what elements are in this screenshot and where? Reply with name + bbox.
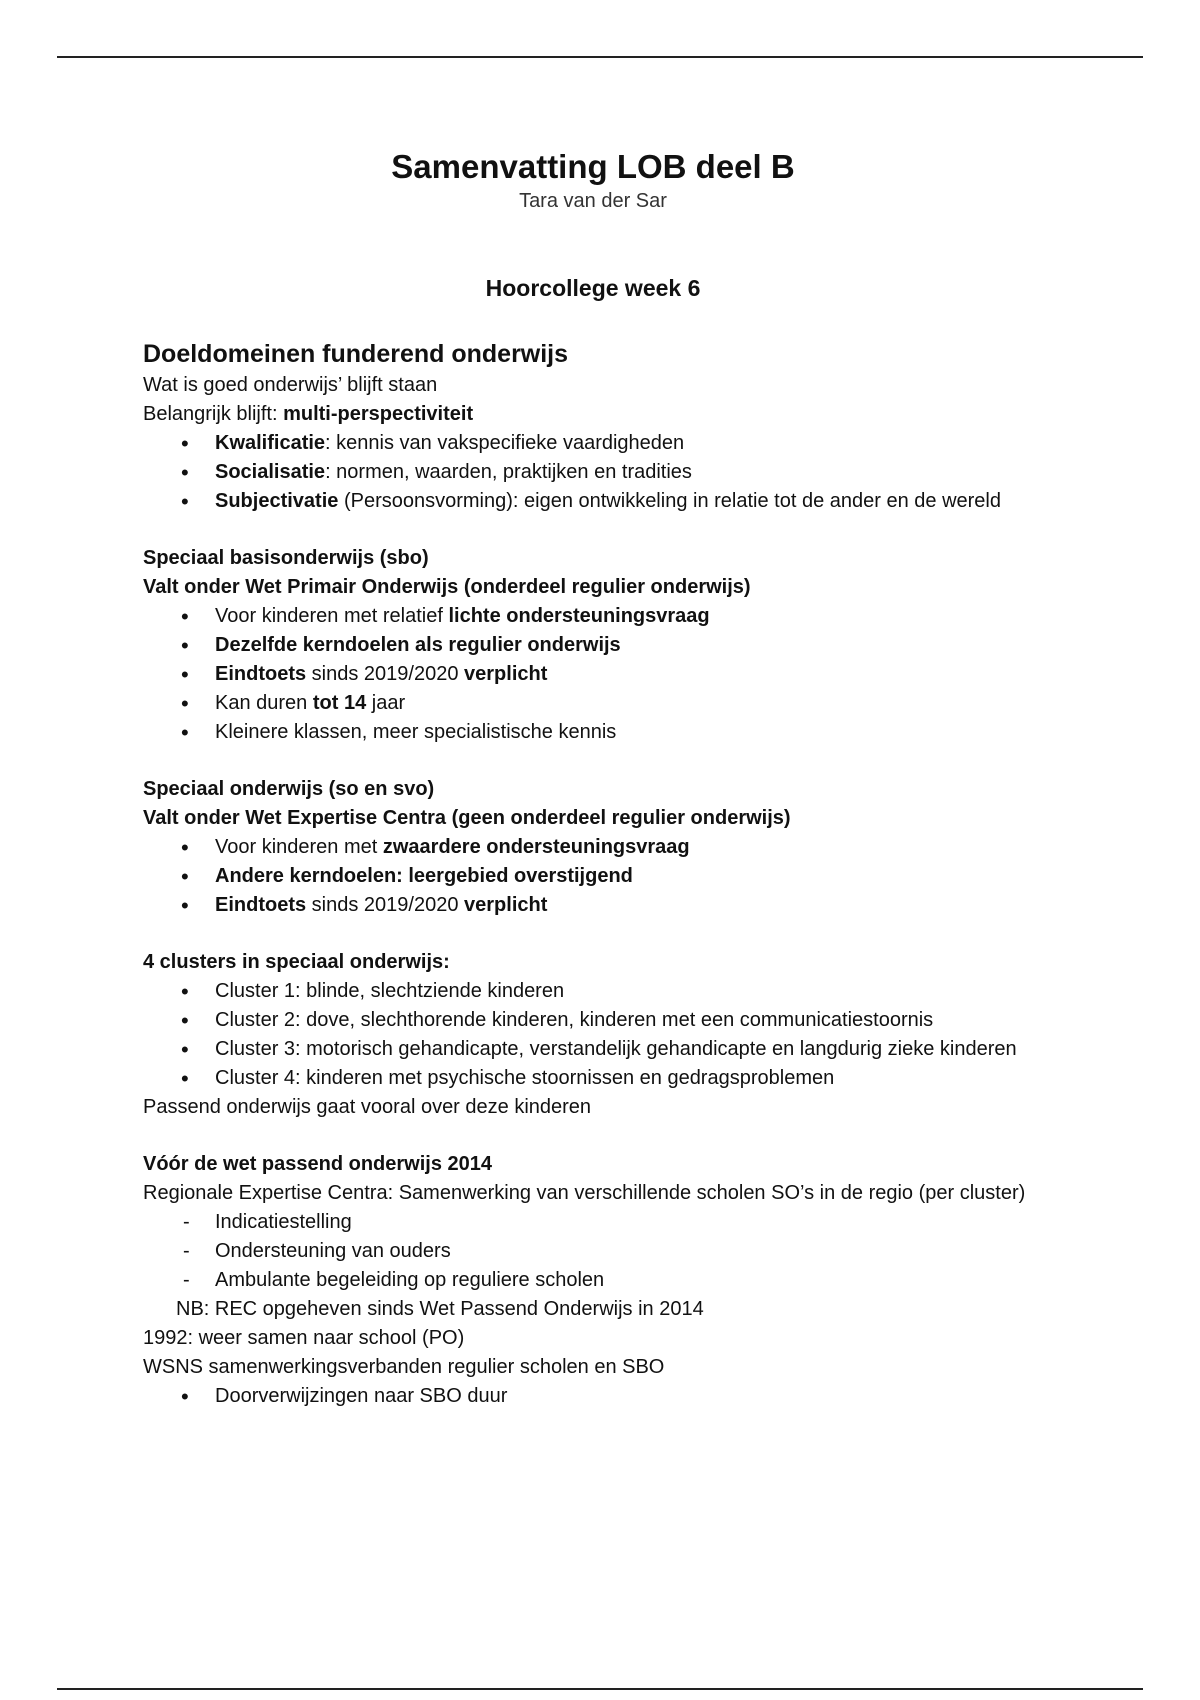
doeldomeinen-list — [143, 429, 1043, 516]
text-span: (Persoonsvorming): eigen ontwikkeling in relatie tot de ander en de wereld — [338, 490, 1001, 512]
spacer — [143, 920, 1043, 948]
paragraph-line: WSNS samenwerkingsverbanden regulier scholen en SBO — [143, 1356, 665, 1378]
nb-note: NB: REC opgeheven sinds Wet Passend Onderwijs in 2014 — [176, 1298, 704, 1320]
list-item — [143, 891, 1043, 920]
bold-text: Kwalificatie — [215, 432, 326, 454]
sbo-list — [143, 602, 1043, 747]
text-span: : normen, waarden, praktijken en tradities — [325, 461, 692, 483]
list-item — [143, 689, 1043, 718]
document-body — [143, 140, 1043, 1411]
paragraph-line: Passend onderwijs gaat vooral over deze kinderen — [143, 1096, 592, 1118]
wsns-list — [143, 1382, 1043, 1411]
subheading-sbo-law: Valt onder Wet Primair Onderwijs (onderdeel regulier onderwijs) — [143, 576, 751, 598]
list-item: • Cluster 2: dove, slechthorende kinderen, kinderen met een communicatiestoornis — [143, 1006, 1043, 1035]
bold-text: zwaardere ondersteuningsvraag — [382, 836, 690, 858]
text-span: : kennis van vakspecifieke vaardigheden — [325, 432, 685, 454]
paragraph-line: Regionale Expertise Centra: Samenwerking van verschillende scholen SO’s in de regio (per cluster) — [143, 1182, 1026, 1204]
list-item: • Cluster 3: motorisch gehandicapte, verstandelijk gehandicapte en langdurig zieke kinderen — [143, 1035, 1043, 1064]
list-item — [143, 631, 1043, 660]
list-item — [143, 833, 1043, 862]
bold-text: Eindtoets — [215, 663, 307, 685]
list-item: • Cluster 4: kinderen met psychische stoornissen en gedragsproblemen — [143, 1064, 1043, 1093]
text-span: jaar — [366, 692, 406, 714]
text-span: Voor kinderen met — [215, 836, 383, 858]
list-item — [143, 718, 1043, 747]
text-span: Belangrijk blijft: — [143, 403, 284, 425]
bold-text: tot 14 — [312, 692, 367, 714]
bold-text: lichte ondersteuningsvraag — [448, 605, 710, 627]
subheading-voor-wet: Vóór de wet passend onderwijs 2014 — [143, 1153, 493, 1175]
spacer — [143, 516, 1043, 544]
text-span: sinds 2019/2020 — [306, 663, 465, 685]
list-item: • Cluster 1: blinde, slechtziende kinderen — [143, 977, 1043, 1006]
text-span: Voor kinderen met relatief — [215, 605, 449, 627]
list-item — [143, 862, 1043, 891]
document-author: Tara van der Sar — [519, 190, 667, 212]
list-item: • Doorverwijzingen naar SBO duur — [143, 1382, 1043, 1411]
bold-text: verplicht — [464, 663, 548, 685]
bold-text: Eindtoets — [215, 894, 307, 916]
text-span: sinds 2019/2020 — [306, 894, 465, 916]
bold-text: Subjectivatie — [215, 490, 339, 512]
subheading-so-law: Valt onder Wet Expertise Centra (geen onderdeel regulier onderwijs) — [143, 807, 791, 829]
footer-rule — [57, 1688, 1143, 1690]
list-item — [143, 487, 1043, 516]
bold-text: Dezelfde kerndoelen als regulier onderwijs — [215, 634, 621, 656]
section-heading-doeldomeinen: Doeldomeinen funderend onderwijs — [143, 340, 569, 368]
header-rule — [57, 56, 1143, 58]
list-item: - Indicatiestelling — [143, 1208, 1043, 1237]
subheading-clusters: 4 clusters in speciaal onderwijs: — [143, 951, 450, 973]
text-span: Kleinere klassen, meer specialistische kennis — [215, 721, 617, 743]
rec-dash-list — [143, 1208, 1043, 1295]
spacer — [143, 747, 1043, 775]
bold-text: Socialisatie — [215, 461, 326, 483]
spacer — [143, 1122, 1043, 1150]
list-item: - Ondersteuning van ouders — [143, 1237, 1043, 1266]
paragraph-line — [143, 400, 1043, 429]
subheading-so: Speciaal onderwijs (so en svo) — [143, 778, 435, 800]
document-title: Samenvatting LOB deel B — [391, 148, 795, 185]
list-item — [143, 660, 1043, 689]
paragraph-line: Wat is goed onderwijs’ blijft staan — [143, 374, 438, 396]
bold-text: multi-perspectiviteit — [283, 403, 474, 425]
paragraph-line: 1992: weer samen naar school (PO) — [143, 1327, 465, 1349]
list-item — [143, 602, 1043, 631]
text-span: Kan duren — [215, 692, 313, 714]
bold-text: verplicht — [464, 894, 548, 916]
list-item — [143, 429, 1043, 458]
bold-text: Andere kerndoelen: leergebied overstijgend — [215, 865, 633, 887]
so-list — [143, 833, 1043, 920]
list-item: - Ambulante begeleiding op reguliere scholen — [143, 1266, 1043, 1295]
clusters-list — [143, 977, 1043, 1093]
list-item — [143, 458, 1043, 487]
subheading-sbo: Speciaal basisonderwijs (sbo) — [143, 547, 429, 569]
week-heading: Hoorcollege week 6 — [485, 275, 701, 301]
